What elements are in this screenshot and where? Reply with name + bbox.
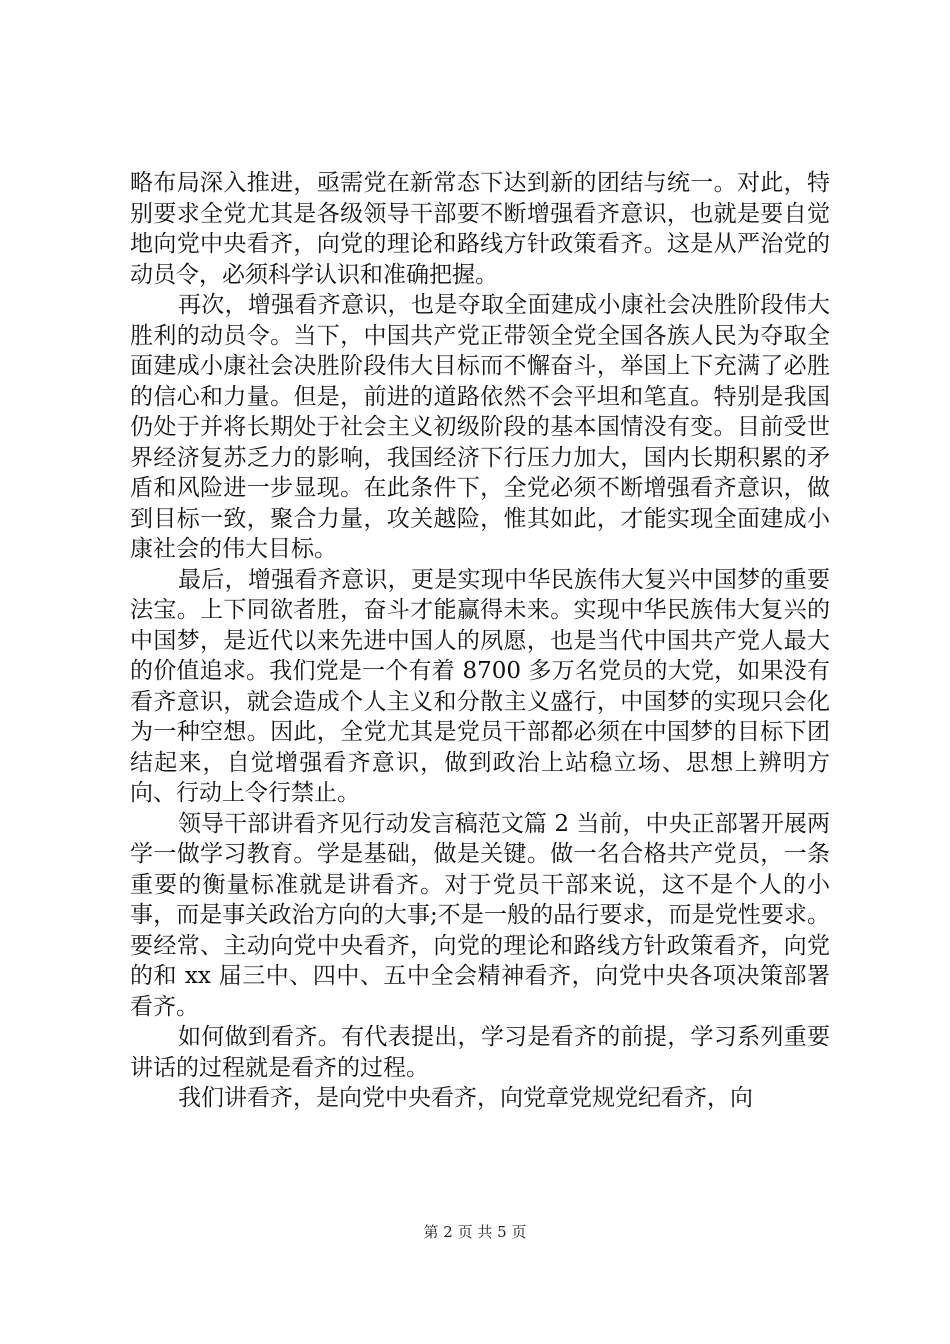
document-body (130, 168, 830, 1114)
paragraph-6: 我们讲看齐，是向党中央看齐，向党章党规党纪看齐，向 (178, 1085, 753, 1111)
paragraph-5: 如何做到看齐。有代表提出，学习是看齐的前提，学习系列重要讲话的过程就是看齐的过程。 (130, 1024, 830, 1081)
page-number-footer: 第 2 页 共 5 页 (423, 1223, 527, 1241)
paragraph-4: 领导干部讲看齐见行动发言稿范文篇 2 当前，中央正部署开展两学一做学习教育。学是基础，做是关键。做一名合格共产党员，一条重要的衡量标准就是讲看齐。对于党员干部来说，这不是个人的小事，而是事关政治方向的大事;不是一般的品行要求，而是党性要求。要经常、主动向党中央看齐，向党的理论和路线方针政策看齐，向党的和 xx 届三中、四中、五中全会精神看齐，向党中央各项决策部署看齐。 (130, 810, 830, 1020)
paragraph-2: 再次，增强看齐意识，也是夺取全面建成小康社会决胜阶段伟大胜利的动员令。当下，中国共产党正带领全党全国各族人民为夺取全面建成小康社会决胜阶段伟大目标而不懈奋斗，举国上下充满了必胜的信心和力量。但是，前进的道路依然不会平坦和笔直。特别是我国仍处于并将长期处于社会主义初级阶段的基本国情没有变。目前受世界经济复苏乏力的影响，我国经济下行压力加大，国内长期积累的矛盾和风险进一步显现。在此条件下，全党必须不断增强看齐意识，做到目标一致，聚合力量，攻关越险，惟其如此，才能实现全面建成小康社会的伟大目标。 (130, 292, 830, 562)
paragraph-3: 最后，增强看齐意识，更是实现中华民族伟大复兴中国梦的重要法宝。上下同欲者胜，奋斗才能赢得未来。实现中华民族伟大复兴的中国梦，是近代以来先进中国人的夙愿，也是当代中国共产党人最大的价值追求。我们党是一个有着 8700 多万名党员的大党，如果没有看齐意识，就会造成个人主义和分散主义盛行，中国梦的实现只会化为一种空想。因此，全党尤其是党员干部都必须在中国梦的目标下团结起来，自觉增强看齐意识，做到政治上站稳立场、思想上辨明方向、行动上令行禁止。 (130, 566, 830, 806)
paragraph-1: 略布局深入推进，亟需党在新常态下达到新的团结与统一。对此，特别要求全党尤其是各级领导干部要不断增强看齐意识，也就是要自觉地向党中央看齐，向党的理论和路线方针政策看齐。这是从严治党的动员令，必须科学认识和准确把握。 (130, 170, 830, 288)
